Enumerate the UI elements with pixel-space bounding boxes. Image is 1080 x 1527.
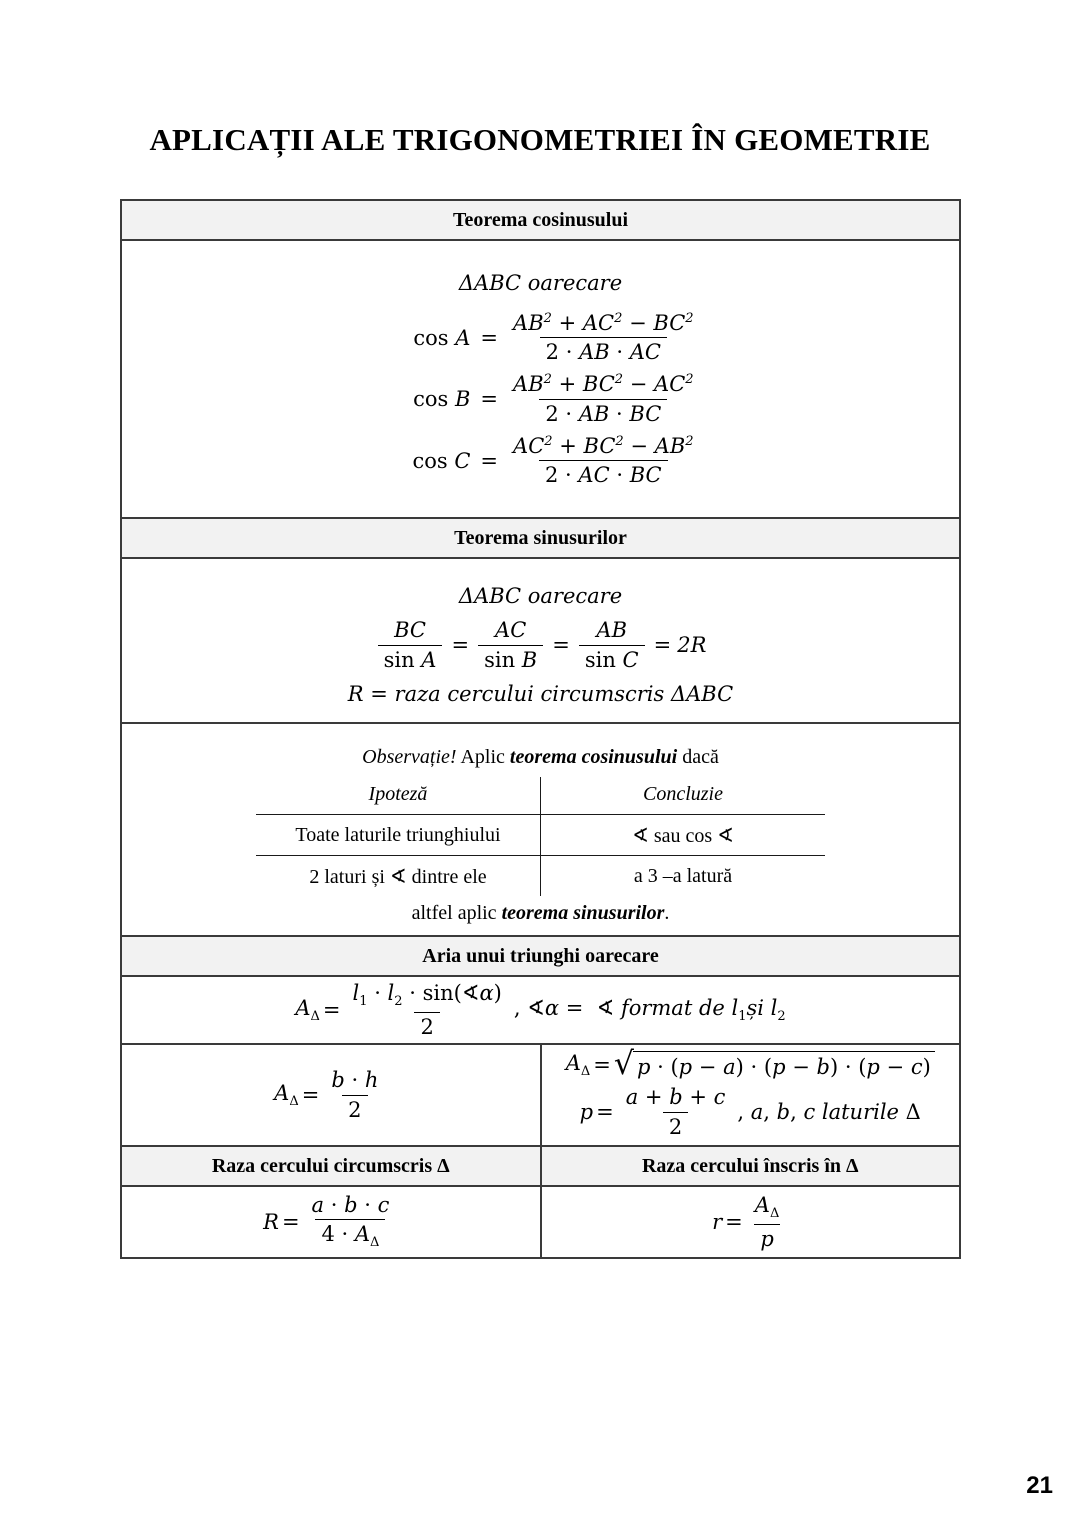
- circumradius-fraction: [306, 1192, 396, 1252]
- table-row-sine-header: [121, 518, 960, 558]
- sine-fraction-1-denominator: sin A: [378, 645, 443, 673]
- section-header-cosine: Teorema cosinusului: [121, 200, 960, 240]
- area-heron-sqrt: [613, 1045, 935, 1082]
- area-heron-equals: =: [593, 1053, 611, 1078]
- table-row-cosine-header: [121, 200, 960, 240]
- cosine-c-numerator: $AC^2 + BC^2 - AB^2$: [513, 433, 694, 458]
- area-sine-formula-cell: [121, 976, 960, 1044]
- cosine-b-fraction: [507, 371, 700, 427]
- observation-intro-label: Observație!: [362, 746, 457, 768]
- area-base-height-cell: [121, 1044, 541, 1146]
- observation-table-row-1: [256, 815, 825, 856]
- table-row-observation: [121, 723, 960, 936]
- observation-footer-period: .: [664, 902, 670, 924]
- inscribed-radius-cell: [541, 1186, 961, 1258]
- observation-intro: [122, 746, 959, 769]
- cosine-a-denominator: 2 · AB · AC: [540, 337, 667, 365]
- table-row-sine-body: [121, 558, 960, 723]
- sine-fraction-1-numerator: BC: [394, 618, 426, 643]
- observation-col-header-concluzie: Concluzie: [643, 782, 723, 805]
- area-sine-equals: =: [322, 997, 341, 1022]
- observation-table-row-2: [256, 856, 825, 897]
- inradius-lhs: r: [712, 1209, 723, 1234]
- sine-body-cell: [121, 558, 960, 723]
- formula-sheet-table: [120, 199, 961, 1259]
- sine-fraction-3-numerator: AB: [596, 618, 628, 643]
- observation-intro-cond: dacă: [682, 746, 719, 768]
- observation-cell-hypothesis-2: 2 laturi și ∢ dintre ele: [256, 856, 541, 897]
- semiperimeter-equals: =: [596, 1100, 614, 1125]
- section-header-area: Aria unui triunghi oarecare: [121, 936, 960, 976]
- cosine-equation-b: [122, 371, 959, 427]
- circumscribed-radius-equation: [122, 1192, 540, 1252]
- area-bh-denominator: 2: [342, 1095, 367, 1123]
- table-row-cosine-body: [121, 240, 960, 518]
- area-sine-denominator: 2: [414, 1012, 439, 1040]
- sine-note-text: R = raza cercului circumscris ΔABC: [347, 681, 734, 706]
- inradius-denominator: p: [754, 1224, 779, 1252]
- section-header-sine: Teorema sinusurilor: [121, 518, 960, 558]
- sine-formula-block: [122, 583, 959, 707]
- area-bh-numerator: b · h: [331, 1068, 379, 1093]
- circumradius-numerator: a · b · c: [311, 1193, 390, 1218]
- page-number: 21: [1026, 1472, 1053, 1499]
- area-sine-formula-block: [122, 980, 959, 1040]
- circumscribed-radius-block: [122, 1192, 540, 1252]
- sine-fraction-2-denominator: sin B: [478, 645, 543, 673]
- sine-equals-1: =: [451, 632, 470, 657]
- area-bh-fraction: [325, 1067, 384, 1123]
- section-header-inscribed-radius: Raza cercului înscris în Δ: [541, 1146, 961, 1186]
- area-heron-block: [542, 1045, 960, 1140]
- cosine-c-equals: =: [480, 448, 499, 473]
- radical-icon: √: [613, 1045, 634, 1082]
- cosine-c-lhs: cos C: [412, 448, 471, 473]
- semiperimeter-tail: , a, b, c laturile Δ: [737, 1100, 921, 1125]
- cosine-equation-c: [122, 433, 959, 489]
- area-sine-lhs: $A_\Delta$: [295, 995, 320, 1024]
- observation-footer: [122, 902, 959, 925]
- cosine-a-lhs: cos A: [413, 325, 471, 350]
- sine-equals-3: =: [653, 632, 672, 657]
- cosine-b-lhs: cos B: [413, 387, 471, 411]
- sine-chain-result: 2R: [677, 632, 707, 657]
- inscribed-radius-block: [542, 1192, 960, 1252]
- sine-fraction-1: [378, 617, 443, 673]
- observation-intro-theorem: teorema cosinusului: [509, 746, 678, 768]
- area-bh-lhs: $A_\Delta$: [274, 1080, 299, 1109]
- semiperimeter-denominator: 2: [663, 1112, 688, 1140]
- observation-col-header-ipoteza: Ipoteză: [256, 777, 541, 815]
- area-heron-equation: [542, 1045, 960, 1082]
- table-row-radii-headers: [121, 1146, 960, 1186]
- semiperimeter-numerator: a + b + c: [625, 1085, 726, 1110]
- cosine-formula-block: [122, 264, 959, 489]
- table-row-radii-formulas: [121, 1186, 960, 1258]
- inscribed-radius-equation: [542, 1192, 960, 1252]
- section-header-circumscribed-radius: Raza cercului circumscris Δ: [121, 1146, 541, 1186]
- area-semiperimeter-equation: [542, 1084, 960, 1140]
- circumradius-lhs: R: [263, 1209, 279, 1234]
- sine-fraction-3: [579, 617, 645, 673]
- cosine-a-equals: =: [480, 325, 499, 350]
- cosine-b-numerator: $AB^2 + BC^2 - AC^2$: [513, 372, 694, 397]
- circumradius-equals: =: [281, 1209, 300, 1234]
- area-sine-fraction: [347, 980, 508, 1040]
- area-sine-numerator: $l_1 \cdot l_2$ · sin(∢α): [352, 981, 502, 1010]
- semiperimeter-lhs: p: [579, 1100, 594, 1125]
- cosine-c-denominator: 2 · AC · BC: [539, 460, 668, 488]
- area-base-height-block: [122, 1067, 540, 1123]
- inradius-equals: =: [725, 1209, 743, 1234]
- table-row-area-sine-formula: [121, 976, 960, 1044]
- observation-table: [256, 777, 825, 896]
- area-heron-lhs: $A_\Delta$: [565, 1051, 591, 1080]
- cosine-c-fraction: [507, 433, 700, 489]
- cosine-b-denominator: 2 · AB · BC: [539, 399, 667, 427]
- table-row-area-two-column: [121, 1044, 960, 1146]
- inradius-numerator: $A_\Delta$: [754, 1193, 780, 1222]
- observation-footer-prefix: altfel aplic: [411, 902, 497, 924]
- area-sine-equation: [122, 980, 959, 1040]
- observation-table-header-row: [256, 777, 825, 815]
- circumradius-denominator: $4 \cdot A_\Delta$: [315, 1219, 385, 1251]
- sine-fraction-3-denominator: sin C: [579, 645, 645, 673]
- table-row-area-header: [121, 936, 960, 976]
- sine-equals-2: =: [552, 632, 570, 657]
- observation-cell-conclusion-1: ∢ sau cos ∢: [541, 815, 826, 856]
- sine-lead-text: ΔABC oarecare: [458, 584, 623, 608]
- page-title: APLICAȚII ALE TRIGONOMETRIEI ÎN GEOMETRIE: [149, 122, 931, 157]
- circumscribed-radius-cell: [121, 1186, 541, 1258]
- area-heron-radicand: p · (p − a) · (p − b) · (p − c): [633, 1051, 935, 1080]
- area-base-height-equation: [122, 1067, 540, 1123]
- inradius-fraction: [749, 1192, 786, 1252]
- area-bh-equals: =: [301, 1082, 320, 1107]
- cosine-lead-text: ΔABC oarecare: [458, 270, 623, 295]
- cosine-equation-a: [122, 310, 959, 366]
- observation-cell-hypothesis-1: Toate laturile triunghiului: [256, 815, 541, 856]
- sine-fraction-2: [478, 617, 543, 673]
- area-sine-tail: , ∢α = ∢ format de $l_1și$ $l_2$: [513, 995, 786, 1024]
- observation-body-cell: [121, 723, 960, 936]
- area-heron-cell: [541, 1044, 961, 1146]
- sine-fraction-2-numerator: AC: [495, 618, 527, 643]
- sine-chain-equation: [122, 617, 959, 673]
- observation-intro-verb: Aplic: [460, 746, 505, 768]
- cosine-a-numerator: $AB^2 + AC^2 - BC^2$: [513, 310, 694, 335]
- semiperimeter-fraction: [620, 1084, 732, 1140]
- cosine-body-cell: [121, 240, 960, 518]
- cosine-b-equals: =: [480, 387, 499, 411]
- observation-footer-theorem: teorema sinusurilor: [501, 902, 665, 924]
- cosine-a-fraction: [507, 310, 700, 366]
- observation-cell-conclusion-2: a 3 –a latură: [541, 856, 826, 897]
